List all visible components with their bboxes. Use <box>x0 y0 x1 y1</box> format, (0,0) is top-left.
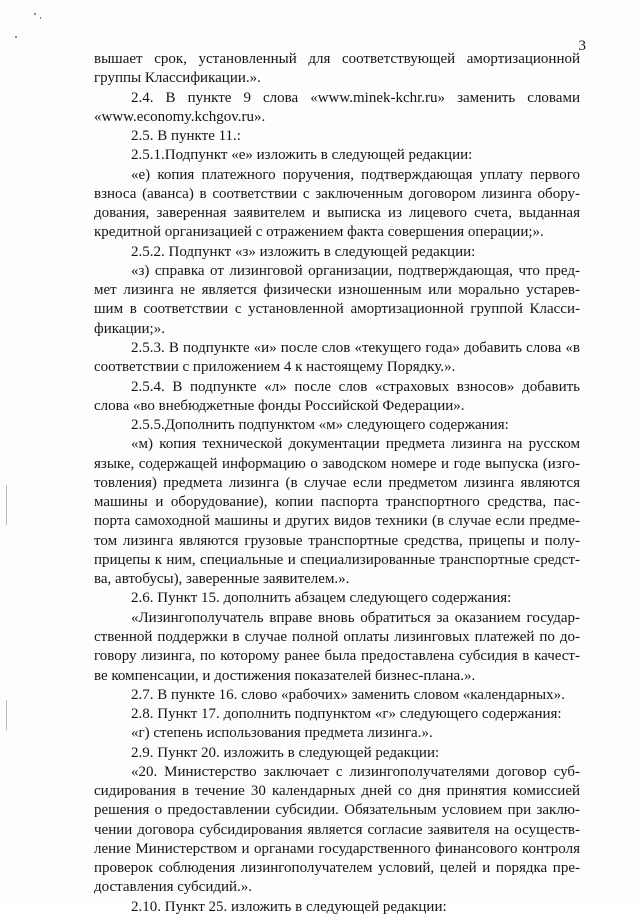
text-line: дования, заверенная заявителем и выписка из лицевого счета, выданная <box>94 205 580 222</box>
text-line: 2.5.5.Дополнить подпунктом «м» следующего содержания: <box>131 417 509 434</box>
text-line: 2.4. В пункте 9 слова «www.minek-kchr.ru» заменить словами <box>131 89 580 106</box>
text-line: ственной поддержки в случае полной оплаты лизинговых платежей по до- <box>94 628 580 645</box>
scan-edge-mark <box>6 485 7 525</box>
text-line: «е) копия платежного поручения, подтверждающая уплату первого <box>131 166 580 183</box>
text-line: группы Классификации.». <box>94 70 261 87</box>
text-line: ве компенсации, и достижения показателей бизнес-плана.». <box>94 667 476 684</box>
text-line: 2.10. Пункт 25. изложить в следующей редакции: <box>131 898 447 915</box>
text-line: ва, автобусы), заверенные заявителем.». <box>94 571 350 588</box>
text-line: чении договора субсидирования является согласие заявителя на осуществ- <box>94 821 580 838</box>
document-body <box>94 50 580 917</box>
text-line: прицепы к ним, специальные и специализированные транспортные средст- <box>94 551 580 568</box>
text-line: «20. Министерство заключает с лизингополучателями договор суб- <box>131 763 580 780</box>
text-line: вышает срок, установленный для соответствующей амортизационной <box>94 51 580 67</box>
text-line: 2.6. Пункт 15. дополнить абзацем следующего содержания: <box>131 590 512 607</box>
text-line: 2.5.2. Подпункт «з» изложить в следующей редакции: <box>131 243 476 260</box>
text-line: 2.8. Пункт 17. дополнить подпунктом «г» следующего содержания: <box>131 706 562 723</box>
text-line: проверок соблюдения лизингополучателем условий, целей и порядка пре- <box>94 860 580 877</box>
text-line: решения о предоставлении субсидии. Обязательным условием при заклю- <box>94 802 580 819</box>
text-line: 2.5. В пункте 11.: <box>131 128 241 145</box>
text-line: шим в соответствии с установленной амортизационной группой Класси- <box>94 301 580 318</box>
text-line: «Лизингополучатель вправе вновь обратиться за оказанием государ- <box>131 609 580 626</box>
text-line: 2.9. Пункт 20. изложить в следующей редакции: <box>131 744 440 761</box>
text-line: 2.7. В пункте 16. слово «рабочих» заменить словом «календарных». <box>131 686 565 703</box>
page-number: 3 <box>578 38 586 54</box>
text-line: доставления субсидий.». <box>94 879 253 896</box>
scan-speck <box>15 36 17 38</box>
text-line: том лизинга являются грузовые транспортные средства, прицепы и полу- <box>94 532 580 549</box>
text-line: 2.5.4. В подпункте «л» после слов «страховых взносов» добавить <box>131 378 580 395</box>
text-line: «www.economy.kchgov.ru». <box>94 108 266 125</box>
text-line: товления) предмета лизинга (в случае если предметом лизинга являются <box>94 474 580 491</box>
text-line: машины и оборудование), копии паспорта транспортного средства, пас- <box>94 494 580 511</box>
text-line: мет лизинга не является физически изношенным или морально устарев- <box>94 282 580 299</box>
text-line: сидирования в течение 30 календарных дней со дня принятия комиссией <box>94 783 580 800</box>
scan-speck <box>34 13 36 15</box>
text-line: взноса (аванса) в соответствии с заключенным договором лизинга обору- <box>94 185 580 202</box>
text-line: языке, содержащей информацию о заводском номере и годе выпуска (изго- <box>94 455 580 472</box>
text-line: говору лизинга, по которому ранее была предоставлена субсидия в качест- <box>94 648 580 665</box>
text-line: фикации;». <box>94 320 165 337</box>
text-line: 2.5.3. В подпункте «и» после слов «текущего года» добавить слова «в <box>131 339 580 356</box>
text-line: порта самоходной машины и других видов техники (в случае если предме- <box>94 513 580 530</box>
text-line: кредитной организацией с отражением факта совершения операции;». <box>94 224 544 241</box>
text-line: «з) справка от лизинговой организации, подтверждающая, что пред- <box>131 262 580 279</box>
text-line: ление Министерством и органами государственного финансового контроля <box>94 840 580 857</box>
text-line: соответствии с приложением 4 к настоящему Порядку.». <box>94 359 456 376</box>
text-line: слова «во внебюджетные фонды Российской Федерации». <box>94 397 465 414</box>
scan-edge-mark <box>6 700 7 730</box>
text-line: «г) степень использования предмета лизинга.». <box>131 725 433 742</box>
text-line: «м) копия технической документации предмета лизинга на русском <box>131 436 580 453</box>
text-line: 2.5.1.Подпункт «е» изложить в следующей редакции: <box>131 147 473 164</box>
scan-speck <box>40 17 41 19</box>
